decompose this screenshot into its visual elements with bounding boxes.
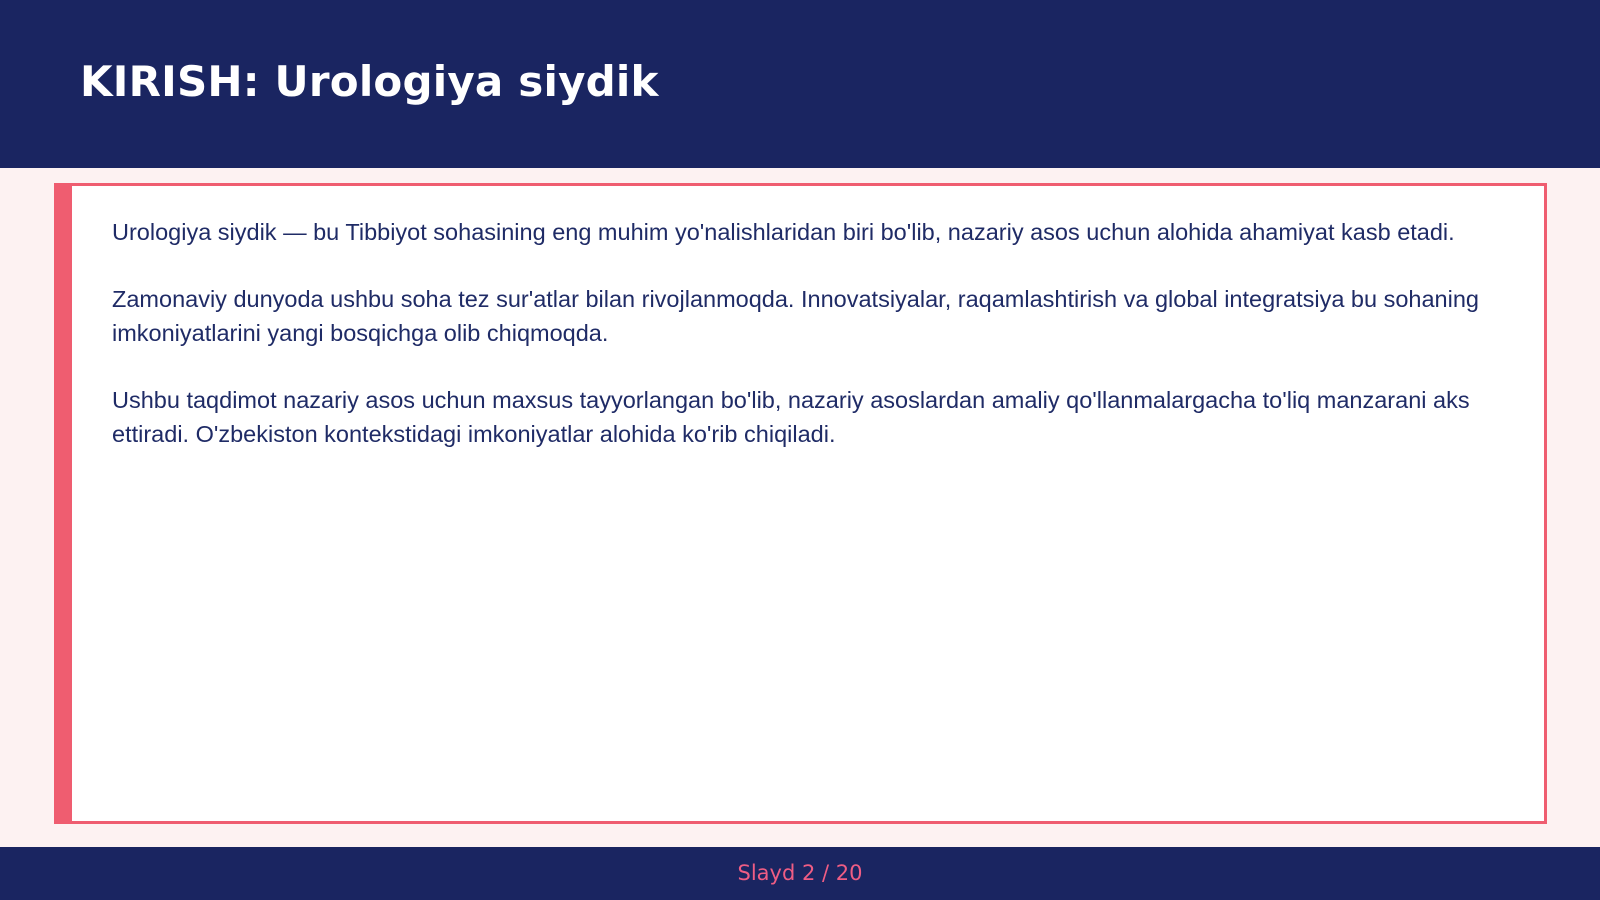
paragraph-presentation-purpose: Ushbu taqdimot nazariy asos uchun maxsus tayyorlangan bo'lib, nazariy asoslardan amaliy qo'llanmalargacha to'liq manzarani aks ettiradi. O'zbekiston kontekstidagi imkoniyatlar alohida ko'rib chiqiladi. — [112, 387, 1470, 447]
paragraph-modern-world: Zamonaviy dunyoda ushbu soha tez sur'atlar bilan rivojlanmoqda. Innovatsiyalar, raqamlashtirish va global integratsiya bu sohaning imkoniyatlarini yangi bosqichga olib chiqmoqda. — [112, 286, 1479, 346]
slide-title: KIRISH: Urologiya siydik — [80, 56, 659, 106]
slide-header — [0, 0, 1600, 168]
slide-counter: Slayd 2 / 20 — [737, 860, 863, 885]
paragraph-introduction: Urologiya siydik — bu Tibbiyot sohasining eng muhim yo'nalishlaridan biri bo'lib, nazariy asos uchun alohida ahamiyat kasb etadi. — [112, 219, 1455, 245]
content-body — [112, 215, 1500, 484]
content-card — [54, 183, 1547, 824]
slide-footer — [0, 847, 1600, 900]
